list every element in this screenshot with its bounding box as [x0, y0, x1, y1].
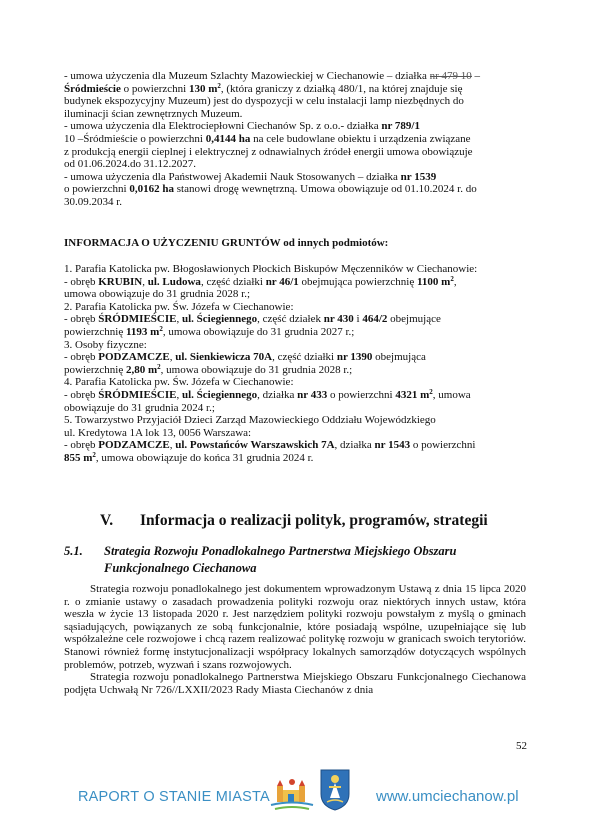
- coat-of-arms-icon: [319, 768, 351, 812]
- entity-4-line-2: obowiązuje do 31 grudnia 2024 r.;: [64, 401, 215, 414]
- section-title: Informacja o realizacji polityk, programów, strategii: [140, 512, 488, 529]
- body-paragraphs: [64, 583, 526, 696]
- entity-1: 1. Parafia Katolicka pw. Błogosławionych Płockich Biskupów Męczenników w Ciechanowie:: [64, 263, 478, 275]
- entity-5: 5. Towarzystwo Przyjaciół Dzieci Zarząd Mazowieckiego Oddziału Wojewódzkiego: [64, 414, 436, 427]
- entity-2-line-1: - obręb ŚRÓDMIEŚCIE, ul. Ściegiennego, część działek nr 430 i 464/2 obejmujące: [64, 313, 441, 326]
- subsection-number: 5.1.: [64, 544, 83, 558]
- subsection-title-line-1: Strategia Rozwoju Ponadlokalnego Partnerstwa Miejskiego Obszaru: [104, 544, 457, 558]
- footer: [0, 760, 594, 820]
- lending-list: [64, 70, 526, 209]
- line-3: budynek ekspozycyjny Muzeum) jest do dyspozycji w celu instalacji lamp niezbędnych do: [64, 95, 464, 108]
- entity-2: 2. Parafia Katolicka pw. Św. Józefa w Ciechanowie:: [64, 300, 294, 313]
- subsection-title-line-2: Funkcjonalnego Ciechanowa: [104, 561, 257, 575]
- paragraph-2: Strategia rozwoju ponadlokalnego Partnerstwa Miejskiego Obszaru Funkcjonalnego Ciechanowa podjęta Uchwałą Nr 726//LXXII/2023 Rady Miasta Ciechanów z dnia: [64, 671, 526, 696]
- line-9: - umowa użyczenia dla Państwowej Akademii Nauk Stosowanych – działka nr 1539: [64, 170, 437, 183]
- line-8: od 01.06.2024.do 31.12.2027.: [64, 158, 196, 171]
- page-number: 52: [516, 740, 527, 752]
- entity-5-line-4: 855 $m^2$, umowa obowiązuje do końca 31 grudnia 2024 r.: [64, 450, 314, 464]
- footer-report-title: RAPORT O STANIE MIASTA: [78, 789, 270, 805]
- line-4: iluminacji ścian zewnętrznych Muzeum.: [64, 107, 243, 120]
- other-entities-list: [64, 263, 526, 465]
- line-5: - umowa użyczenia dla Elektrociepłowni Ciechanów Sp. z o.o.- działka nr 789/1: [64, 120, 420, 133]
- section-heading: [100, 512, 488, 530]
- heading-other-entities: INFORMACJA O UŻYCZENIU GRUNTÓW od innych podmiotów:: [64, 237, 389, 249]
- entity-1-line-2: umowa obowiązuje do 31 grudnia 2028 r.;: [64, 288, 251, 301]
- entity-1-line-1: - obręb KRUBIN, ul. Ludowa, część działki nr 46/1 obejmująca powierzchnię 1100 $m^2$,: [64, 274, 457, 288]
- footer-website-link[interactable]: www.umciechanow.pl: [376, 788, 519, 805]
- entity-2-line-2: powierzchnię 1193 $m^2$, umowa obowiązuje do 31 grudnia 2027 r.;: [64, 324, 355, 338]
- entity-3-line-1: - obręb PODZAMCZE, ul. Sienkiewicza 70A, część działki nr 1390 obejmująca: [64, 351, 426, 364]
- entity-5-line-2: ul. Kredytowa 1A lok 13, 0056 Warszawa:: [64, 426, 252, 439]
- line-1: - umowa użyczenia dla Muzeum Szlachty Mazowieckiej w Ciechanowie – działka nr 479 10 –: [64, 70, 481, 82]
- entity-4-line-1: - obręb ŚRÓDMIEŚCIE, ul. Ściegiennego, działka nr 433 o powierzchni 4321 $m^2$, umowa: [64, 387, 471, 401]
- entity-5-line-3: - obręb PODZAMCZE, ul. Powstańców Warszawskich 7A, działka nr 1543 o powierzchni: [64, 439, 476, 452]
- line-10: o powierzchni 0,0162 ha stanowi drogę wewnętrzną. Umowa obowiązuje od 01.10.2024 r. do: [64, 183, 477, 196]
- paragraph-1: Strategia rozwoju ponadlokalnego jest dokumentem wprowadzonym Ustawą z dnia 15 lipca 2020 r. o zmianie ustawy o zasadach prowadzenia polityki rozwoju oraz niektórych innych ustaw, która weszła w życie 13 listopada 2020 r. Jest narzędziem polityki rozwoju powstałym z myślą o gminach sąsiadujących, powiązanych ze sobą funkcjonalnie, które posiadają wspólne, uzupełniające się lub współzależne cele rozwojowe i chcą razem realizować politykę rozwoju w granicach swoich terytoriów. Stanowi również formę instytucjonalizacji współpracy lokalnych samorządów dotyczących wspólnych problemów, potrzeb, wyzwań i szans rozwojowych.: [64, 583, 526, 671]
- line-2: Śródmieście o powierzchni 130 $m^2$, (która graniczy z działką 480/1, na której znajduje się: [64, 81, 463, 95]
- section-number: V.: [100, 512, 114, 529]
- line-11: 30.09.2034 r.: [64, 195, 123, 208]
- entity-3: 3. Osoby fizyczne:: [64, 338, 147, 351]
- entity-3-line-2: powierzchnię 2,80 $m^2$, umowa obowiązuje do 31 grudnia 2028 r.;: [64, 362, 353, 376]
- line-6: 10 –Śródmieście o powierzchni 0,4144 ha na cele budowlane obiektu i urządzenia związane: [64, 132, 471, 145]
- ciechanow-city-logo-icon: [269, 772, 315, 812]
- subsection-heading: [64, 543, 534, 577]
- line-7: z produkcją energii cieplnej i elektrycznej z odnawialnych źródeł energii umowa obowiązuje: [64, 145, 473, 158]
- entity-4: 4. Parafia Katolicka pw. Św. Józefa w Ciechanowie:: [64, 376, 294, 389]
